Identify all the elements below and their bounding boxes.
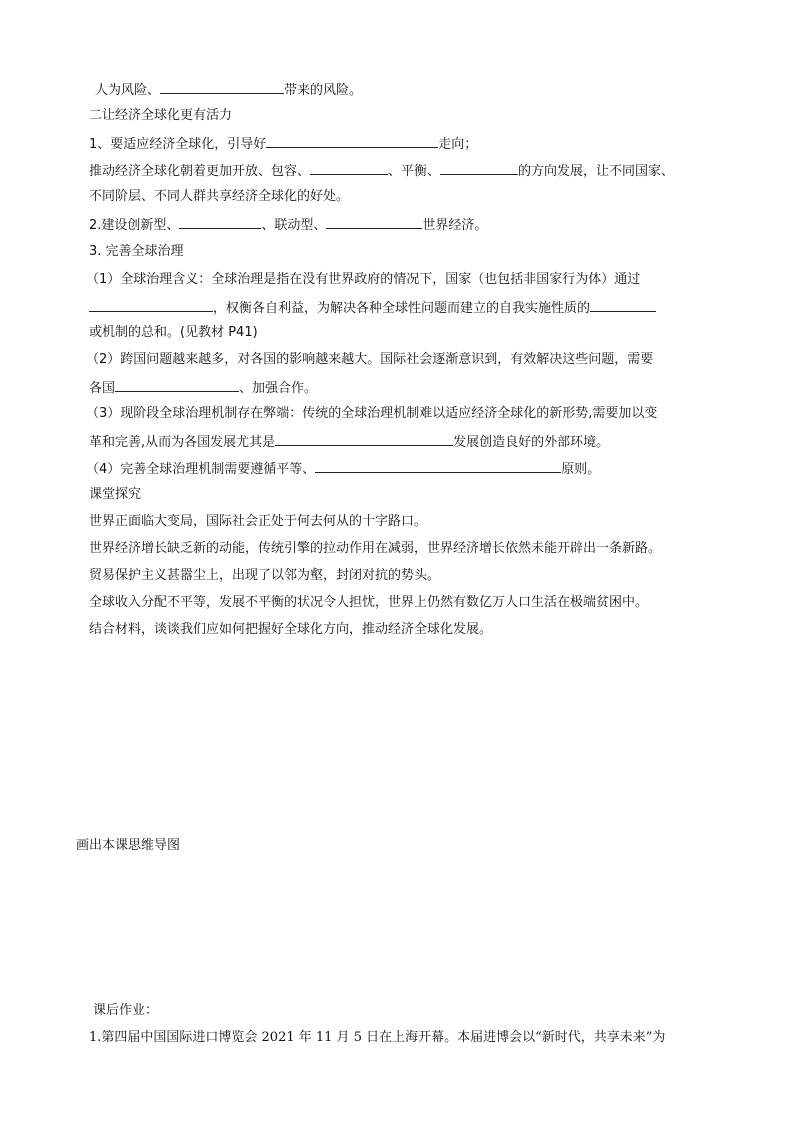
mind-map-heading: 画出本课思维导图	[76, 838, 181, 853]
blank-3[interactable]	[310, 160, 388, 175]
homework-question-1: 1.第四届中国国际进口博览会 2021 年 11 月 5 日在上海开幕。本届进博会以“新时代，共享未来”为	[89, 1030, 666, 1045]
line-principles: （4）完善全球治理机制需要遵循平等、 原则。	[86, 458, 600, 478]
line-definition-cont: ，权衡各自利益，为解决各种全球性问题而建立的自我实施性质的	[89, 297, 656, 317]
line-drawbacks: （3）现阶段全球治理机制存在弊端：传统的全球治理机制难以适应经济全球化的新形势,需要加以变	[86, 406, 658, 421]
inquiry-line-4: 全球收入分配不平等，发展不平衡的状况令人担忧，世界上仍然有数亿万人口生活在极端贫困中。	[89, 595, 649, 610]
blank-5[interactable]	[179, 214, 261, 229]
line-promote: 推动经济全球化朝着更加开放、包容、 、平衡、 的方向发展，让不同国家、	[89, 160, 674, 180]
inquiry-line-2: 世界经济增长缺乏新的动能，传统引擎的拉动作用在减弱，世界经济增长依然未能开辟出一条新路。	[89, 541, 662, 556]
line-reform: 革和完善,从而为各国发展尤其是 发展创造良好的外部环境。	[89, 431, 609, 451]
blank-9[interactable]	[115, 377, 239, 392]
classroom-inquiry-heading: 课堂探究	[89, 487, 142, 502]
blank-11[interactable]	[315, 458, 561, 473]
blank-7[interactable]	[89, 297, 213, 312]
line-cooperation: 各国 、加强合作。	[89, 377, 317, 397]
inquiry-line-3: 贸易保护主义甚嚣尘上，出现了以邻为壑，封闭对抗的势头。	[89, 568, 441, 583]
inquiry-question: 结合材料，谈谈我们应如何把握好全球化方向，推动经济全球化发展。	[89, 622, 493, 637]
blank-1[interactable]	[160, 79, 284, 94]
line-definition-end: 或机制的总和。(见教材 P41)	[89, 325, 258, 340]
blank-8[interactable]	[590, 297, 656, 312]
line-risk: 人为风险、 带来的风险。	[95, 79, 362, 99]
blank-2[interactable]	[266, 133, 438, 148]
line-definition: （1）全球治理含义：全球治理是指在没有世界政府的情况下，国家（也包括非国家行为体）通过	[86, 272, 641, 287]
line-1-adapt: 1、要适应经济全球化，引导好 走向；	[89, 133, 477, 153]
line-cross-border: （2）跨国问题越来越多，对各国的影响越来越大。国际社会逐渐意识到，有效解决这些问题，需要	[86, 352, 654, 367]
line-2-build: 2.建设创新型、 、联动型、 世界经济。	[89, 214, 487, 234]
line-share: 不同阶层、不同人群共享经济全球化的好处。	[89, 189, 350, 204]
section-heading-2: 二让经济全球化更有活力	[89, 108, 233, 123]
blank-10[interactable]	[275, 431, 453, 446]
homework-heading: 课后作业：	[93, 1003, 159, 1018]
blank-6[interactable]	[326, 214, 422, 229]
line-3-heading: 3. 完善全球治理	[89, 244, 184, 259]
blank-4[interactable]	[440, 160, 518, 175]
inquiry-line-1: 世界正面临大变局，国际社会正处于何去何从的十字路口。	[89, 514, 428, 529]
